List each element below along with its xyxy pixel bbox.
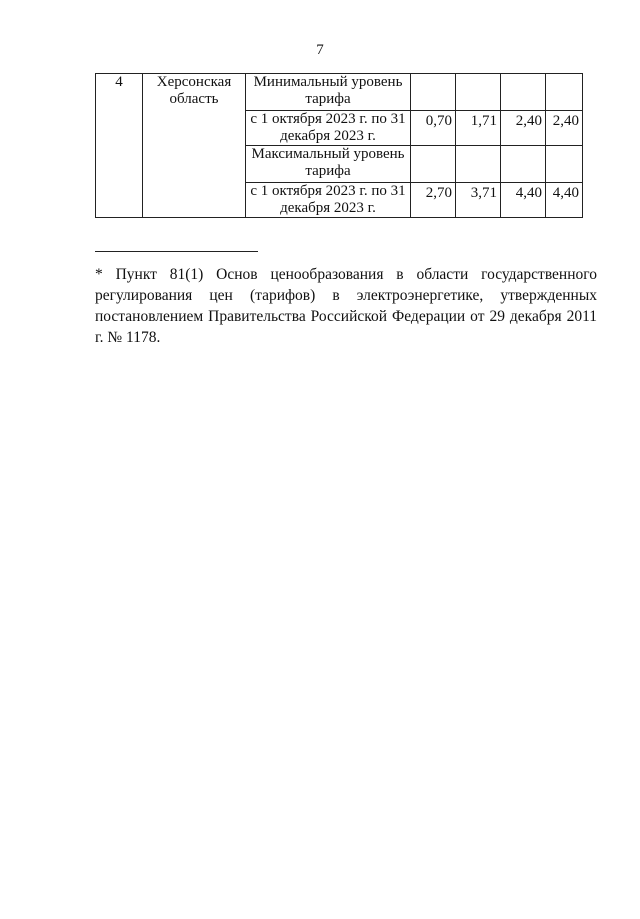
value-cell	[546, 146, 583, 183]
region-cell: Херсонская область	[143, 74, 246, 218]
tariff-label-cell: Минимальный уровень тарифа	[246, 74, 411, 111]
value-cell	[456, 74, 501, 111]
value-cell: 2,40	[501, 111, 546, 146]
tariff-table	[95, 73, 583, 218]
value-cell: 4,40	[546, 183, 583, 218]
value-cell	[501, 74, 546, 111]
period-label-cell: с 1 октября 2023 г. по 31 декабря 2023 г.	[246, 111, 411, 146]
value-cell	[411, 74, 456, 111]
value-cell	[456, 146, 501, 183]
value-cell: 2,70	[411, 183, 456, 218]
footnote-separator	[95, 251, 258, 252]
value-cell	[411, 146, 456, 183]
value-cell: 1,71	[456, 111, 501, 146]
value-cell: 2,40	[546, 111, 583, 146]
page-number: 7	[316, 42, 324, 58]
row-number-cell: 4	[96, 74, 143, 218]
period-label-cell: с 1 октября 2023 г. по 31 декабря 2023 г.	[246, 183, 411, 218]
value-cell: 3,71	[456, 183, 501, 218]
value-cell: 4,40	[501, 183, 546, 218]
value-cell: 0,70	[411, 111, 456, 146]
tariff-label-cell: Максимальный уровень тарифа	[246, 146, 411, 183]
table-row	[96, 74, 583, 111]
value-cell	[546, 74, 583, 111]
footnote: * Пункт 81(1) Основ ценообразования в области государственного регулирования цен (тарифов) в электроэнергетике, утвержденных постановлением Правительства Российской Федерации от 29 декабря 2011 г. № 1178.	[95, 266, 597, 346]
value-cell	[501, 146, 546, 183]
